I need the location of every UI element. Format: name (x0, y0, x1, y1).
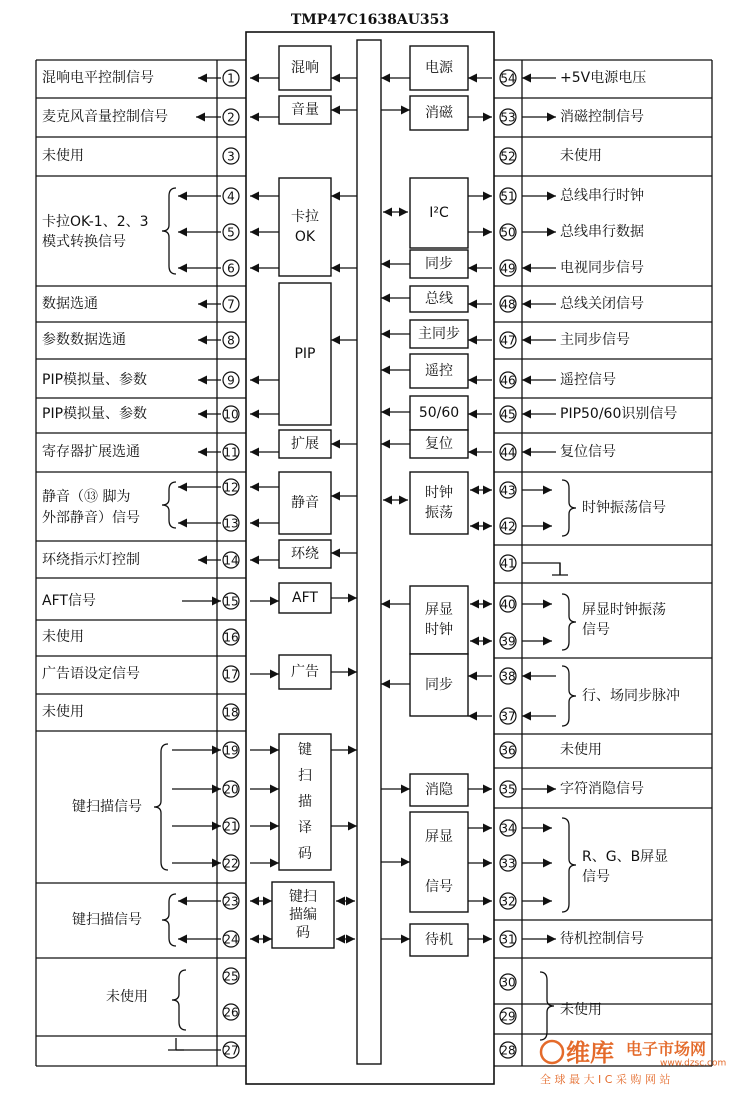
left-pin-14-number: 14 (223, 553, 239, 568)
watermark-logo-icon (541, 1041, 563, 1063)
left-pin-11-number: 11 (223, 445, 239, 460)
block-blank-label-1: 消隐 (425, 782, 453, 798)
left-pin-26-number: 26 (223, 1005, 239, 1020)
rgb-group-label-2: 信号 (582, 869, 610, 885)
right-pin-41-number: 41 (500, 556, 516, 571)
right-pin-47-label: 主同步信号 (560, 332, 630, 348)
chip-title: TMP47C1638AU353 (290, 12, 450, 28)
block-clk (410, 472, 468, 534)
left-pin-17-number: 17 (223, 667, 239, 682)
right-pin-36-label: 未使用 (560, 742, 602, 758)
left-pin-16-label: 未使用 (42, 629, 84, 645)
block-ad-label-1: 广告 (291, 664, 319, 680)
left-pin-8-label: 参数数据选通 (42, 332, 126, 348)
left-pin-23-number: 23 (223, 894, 239, 909)
block-keyenc-label-2: 描编 (289, 907, 317, 923)
block-reverb-label-1: 混响 (291, 60, 319, 76)
block-remote-label-1: 遥控 (425, 363, 453, 379)
right-pin-35-number: 35 (500, 782, 516, 797)
block-clk-label-2: 振荡 (425, 505, 453, 521)
right-pin-52-label: 未使用 (560, 148, 602, 164)
right-pin-45-number: 45 (500, 407, 516, 422)
block-mute-label-1: 静音 (291, 495, 319, 511)
block-sync1-label-1: 同步 (425, 256, 453, 272)
right-pin-54-number: 54 (500, 71, 516, 86)
block-power-label-1: 电源 (425, 60, 453, 76)
brace-rgb (562, 818, 576, 912)
brace-unused-left (172, 970, 186, 1030)
block-pip-label-1: PIP (294, 346, 316, 362)
left-pin-14-label: 环绕指示灯控制 (42, 552, 140, 568)
left-pin-4-number: 4 (227, 189, 235, 204)
karaoke-group-label-2: 模式转换信号 (42, 234, 126, 250)
block-volume-label-1: 音量 (291, 102, 319, 118)
left-pin-15-label: AFT信号 (42, 593, 96, 609)
block-keydec-label-3: 描 (298, 794, 312, 810)
block-expand-label-1: 扩展 (291, 436, 319, 452)
unused-group-label-left: 未使用 (106, 989, 148, 1005)
right-pin-46-number: 46 (500, 373, 516, 388)
watermark-site: 电子市场网 (626, 1039, 707, 1059)
left-pin-3-label: 未使用 (42, 148, 84, 164)
left-pin-6-number: 6 (227, 261, 235, 276)
brace-unused-right (540, 972, 554, 1040)
watermark-slogan: 全 球 最 大 I C 采 购 网 站 (540, 1073, 671, 1086)
right-pin-49-label: 电视同步信号 (560, 260, 644, 276)
brace-sync (562, 666, 576, 726)
right-pin-29-number: 29 (500, 1009, 516, 1024)
block-osdsig (410, 812, 468, 912)
right-pin-47-number: 47 (500, 333, 516, 348)
left-pin-27-number: 27 (223, 1043, 239, 1058)
right-pin-53-label: 消磁控制信号 (560, 109, 644, 125)
watermark-url: www.dzsc.com (660, 1058, 727, 1069)
right-pin-33-number: 33 (500, 856, 516, 871)
block-keyenc-label-3: 码 (296, 925, 310, 941)
block-karaoke-label-2: OK (294, 229, 316, 245)
left-pin-17-label: 广告语设定信号 (42, 666, 140, 682)
left-pin-1-label: 混响电平控制信号 (42, 70, 154, 86)
block-clk-label-1: 时钟 (425, 485, 453, 501)
right-pin-50-number: 50 (500, 225, 516, 240)
right-pin-54-label: +5V电源电压 (560, 70, 647, 86)
osd-clock-group-label-2: 信号 (582, 622, 610, 638)
block-keydec-label-1: 键 (298, 742, 312, 758)
right-pin-39-number: 39 (500, 634, 516, 649)
brace-karaoke (162, 188, 176, 274)
right-pin-52-number: 52 (500, 149, 516, 164)
left-pin-18-number: 18 (223, 705, 239, 720)
right-pin-49-number: 49 (500, 261, 516, 276)
block-surround-label-1: 环绕 (291, 546, 319, 562)
left-pin-11-label: 寄存器扩展选通 (42, 444, 140, 460)
right-pin-37-number: 37 (500, 709, 516, 724)
right-pin-45-label: PIP50/60识别信号 (560, 406, 678, 422)
brace-clock (562, 480, 576, 536)
left-pin-24-number: 24 (223, 932, 239, 947)
left-pin-21-number: 21 (223, 819, 239, 834)
left-pin-20-number: 20 (223, 782, 239, 797)
clock-group-label: 时钟振荡信号 (582, 500, 666, 516)
brace-mute (162, 482, 176, 528)
right-pin-34-number: 34 (500, 821, 516, 836)
left-pin-13-number: 13 (223, 516, 239, 531)
keyscan-group-label-1: 键扫描信号 (72, 799, 142, 815)
left-pin-12-number: 12 (223, 480, 239, 495)
block-keydec-label-5: 码 (298, 846, 312, 862)
right-pin-41-ground-wire (522, 563, 560, 575)
left-pin-2-label: 麦克风音量控制信号 (42, 109, 168, 125)
block-bus-label-1: 总线 (425, 291, 453, 307)
block-osdclk-label-1: 屏显 (425, 602, 453, 618)
right-pin-35-label: 字符消隐信号 (560, 781, 644, 797)
block-standby-label-1: 待机 (425, 932, 453, 948)
watermark-brand: 维库 (566, 1039, 614, 1067)
left-pin-5-number: 5 (227, 225, 235, 240)
sync-group-label: 行、场同步脉冲 (582, 688, 680, 704)
right-pin-38-number: 38 (500, 669, 516, 684)
right-pin-36-number: 36 (500, 743, 516, 758)
right-pin-31-label: 待机控制信号 (560, 931, 644, 947)
block-keydec-label-4: 译 (298, 820, 312, 836)
left-pin-7-label: 数据选通 (42, 296, 98, 312)
block-aft-label-1: AFT (292, 590, 318, 606)
block-osdclk-label-2: 时钟 (425, 622, 453, 638)
block-osdsig-label-1: 屏显 (425, 829, 453, 845)
right-pin-32-number: 32 (500, 894, 516, 909)
block-osdclk (410, 586, 468, 654)
right-pin-31-number: 31 (500, 932, 516, 947)
left-pin-10-label: PIP模拟量、参数 (42, 406, 148, 422)
left-pin-2-number: 2 (227, 110, 235, 125)
left-pin-7-number: 7 (227, 297, 235, 312)
rgb-group-label-1: R、G、B屏显 (582, 849, 669, 865)
right-pin-46-label: 遥控信号 (560, 372, 616, 388)
block-karaoke (279, 178, 331, 276)
ground-symbol-pin-27 (168, 1038, 184, 1050)
right-pin-42-number: 42 (500, 519, 516, 534)
right-pin-30-number: 30 (500, 975, 516, 990)
right-pin-44-label: 复位信号 (560, 444, 616, 460)
right-pin-40-number: 40 (500, 597, 516, 612)
right-pin-50-label: 总线串行数据 (560, 224, 644, 240)
right-pin-43-number: 43 (500, 483, 516, 498)
karaoke-group-label-1: 卡拉OK-1、2、3 (42, 214, 149, 230)
keyscan-group-label-2: 键扫描信号 (72, 912, 142, 928)
block-i2c-label-1: I²C (429, 205, 449, 221)
right-pin-44-number: 44 (500, 445, 516, 460)
block-karaoke-label-1: 卡拉 (291, 209, 319, 225)
left-pin-1-number: 1 (227, 71, 235, 86)
block-osdsig-label-2: 信号 (425, 879, 453, 895)
block-keydec-label-2: 扫 (298, 768, 312, 784)
right-pin-28-number: 28 (500, 1043, 516, 1058)
right-pin-48-label: 总线关闭信号 (560, 296, 644, 312)
left-pin-15-number: 15 (223, 594, 239, 609)
left-pin-10-number: 10 (223, 407, 239, 422)
right-pin-51-label: 总线串行时钟 (560, 188, 644, 204)
right-pin-53-number: 53 (500, 110, 516, 125)
right-pin-48-number: 48 (500, 297, 516, 312)
block-degauss-label-1: 消磁 (425, 105, 453, 121)
block-sync2-label-1: 同步 (425, 677, 453, 693)
block-main_sync-label-1: 主同步 (418, 326, 460, 342)
block-keyenc-label-1: 键扫 (289, 889, 317, 905)
brace-keyscan-1 (154, 744, 168, 870)
block-r5060-label-1: 50/60 (418, 405, 460, 421)
left-pin-19-number: 19 (223, 743, 239, 758)
mute-group-label-2: 外部静音）信号 (42, 510, 140, 526)
left-pin-22-number: 22 (223, 856, 239, 871)
left-pin-8-number: 8 (227, 333, 235, 348)
right-pin-51-number: 51 (500, 189, 516, 204)
mute-group-label-1: 静音（⑬ 脚为 (42, 489, 131, 505)
left-pin-3-number: 3 (227, 149, 235, 164)
brace-keyscan-2 (162, 894, 176, 946)
unused-group-label-right: 未使用 (560, 1002, 602, 1018)
left-pin-9-label: PIP模拟量、参数 (42, 372, 148, 388)
block-reset-label-1: 复位 (425, 436, 453, 452)
osd-clock-group-label-1: 屏显时钟振荡 (582, 602, 666, 618)
left-pin-25-number: 25 (223, 969, 239, 984)
left-pin-9-number: 9 (227, 373, 235, 388)
brace-osd-clock (562, 594, 576, 650)
internal-bus (357, 40, 381, 1064)
left-pin-16-number: 16 (223, 630, 239, 645)
left-pin-18-label: 未使用 (42, 704, 84, 720)
